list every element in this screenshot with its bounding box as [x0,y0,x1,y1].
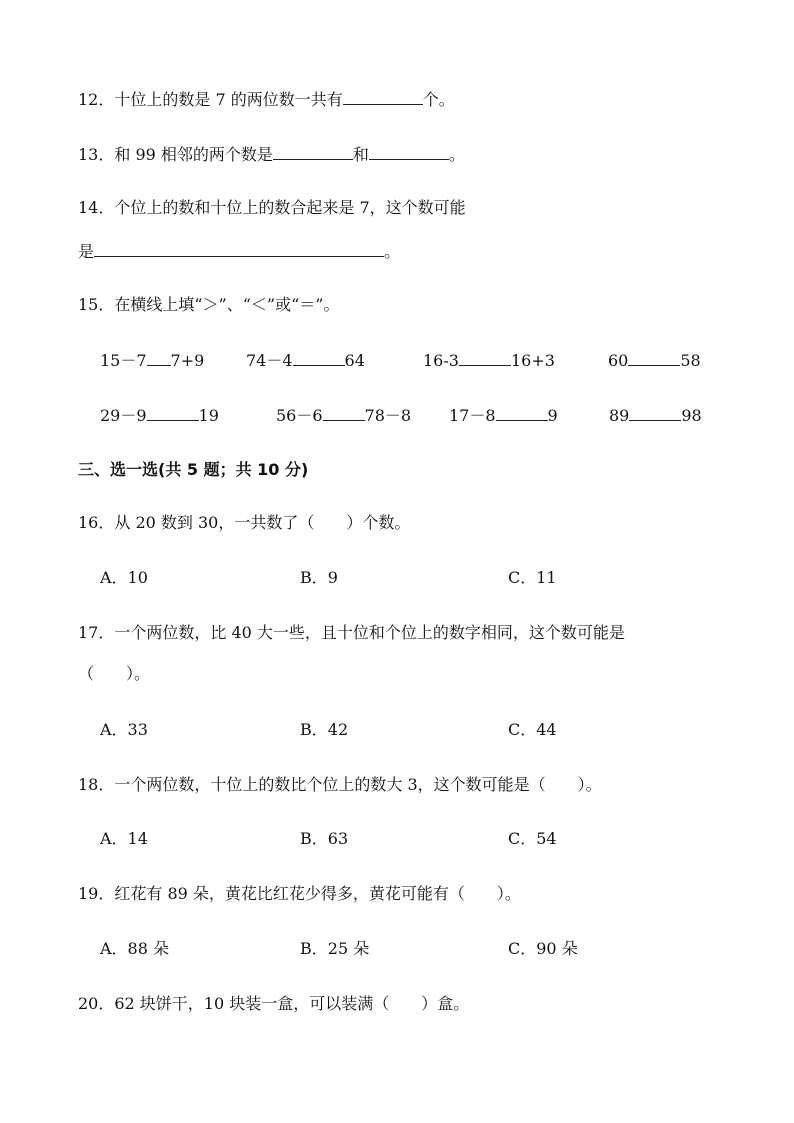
compare-blank[interactable] [147,404,199,421]
compare-right: 64 [344,351,365,370]
question-18: 18．一个两位数，十位上的数比个位上的数大 3，这个数可能是（ ）。 [78,775,602,794]
question-13 [78,143,465,165]
compare-item [100,404,219,426]
q14-text: 14．个位上的数和十位上的数合起来是 7，这个数可能 [78,198,466,217]
compare-item [449,404,558,426]
q14-answer-blank[interactable] [94,240,384,257]
q13-conj: 和 [352,145,369,164]
compare-left: 17－8 [449,406,496,425]
q13-answer-blank-2[interactable] [369,143,449,160]
q13-suffix: 。 [448,145,465,164]
compare-blank[interactable] [629,404,681,421]
compare-right: 58 [680,351,701,370]
q13-answer-blank-1[interactable] [273,143,353,160]
option-b[interactable]: B．25 朵 [300,939,370,958]
q12-answer-blank[interactable] [343,88,423,105]
option-b[interactable]: B．9 [300,568,338,587]
compare-right: 9 [547,406,558,425]
option-c[interactable]: C．90 朵 [508,939,578,958]
option-c[interactable]: C．11 [508,568,557,587]
compare-left: 89 [609,406,630,425]
compare-right: 98 [681,406,702,425]
compare-blank[interactable] [323,404,365,421]
question-12 [78,88,455,110]
section-heading: 三、选一选(共 5 题；共 10 分) [78,460,309,479]
q14-prefix: 是 [78,242,95,261]
compare-item [276,404,411,426]
question-14 [78,198,466,218]
question-16: 16．从 20 数到 30，一共数了（ ）个数。 [78,513,411,532]
compare-left: 15－7 [100,351,147,370]
option-c[interactable]: C．54 [508,829,557,848]
compare-item [246,349,365,371]
compare-blank[interactable] [628,349,680,366]
compare-blank[interactable] [459,349,511,366]
question-20: 20．62 块饼干，10 块装一盒，可以装满（ ）盒。 [78,994,470,1013]
question-17-line2: （ ）。 [78,664,151,683]
option-a[interactable]: A．88 朵 [100,939,170,958]
compare-right: 19 [198,406,219,425]
compare-blank[interactable] [147,349,171,366]
option-c[interactable]: C．44 [508,720,557,739]
option-a[interactable]: A．14 [100,829,148,848]
compare-blank[interactable] [496,404,548,421]
question-17: 17．一个两位数，比 40 大一些，且十位和个位上的数字相同，这个数可能是 [78,623,625,642]
compare-right: 16+3 [510,351,555,370]
q15-text: 15．在横线上填“＞”、“＜”或“＝”。 [78,295,340,314]
compare-item [423,349,555,371]
question-14-line2 [78,240,400,262]
compare-right: 78－8 [364,406,412,425]
compare-left: 60 [608,351,629,370]
q12-suffix: 个。 [422,90,455,109]
compare-left: 16-3 [423,351,459,370]
option-a[interactable]: A．10 [100,568,148,587]
option-b[interactable]: B．42 [300,720,349,739]
compare-left: 74－4 [246,351,293,370]
option-a[interactable]: A．33 [100,720,148,739]
compare-item [608,349,701,371]
compare-item [100,349,204,371]
q14-suffix: 。 [384,242,401,261]
q13-text: 13．和 99 相邻的两个数是 [78,145,273,164]
compare-right: 7+9 [170,351,205,370]
compare-item [609,404,702,426]
compare-left: 56－6 [276,406,323,425]
q12-text: 12．十位上的数是 7 的两位数一共有 [78,90,343,109]
question-15 [78,295,339,315]
compare-blank[interactable] [293,349,345,366]
option-b[interactable]: B．63 [300,829,349,848]
compare-left: 29－9 [100,406,147,425]
question-19: 19．红花有 89 朵，黄花比红花少得多，黄花可能有（ ）。 [78,884,521,903]
